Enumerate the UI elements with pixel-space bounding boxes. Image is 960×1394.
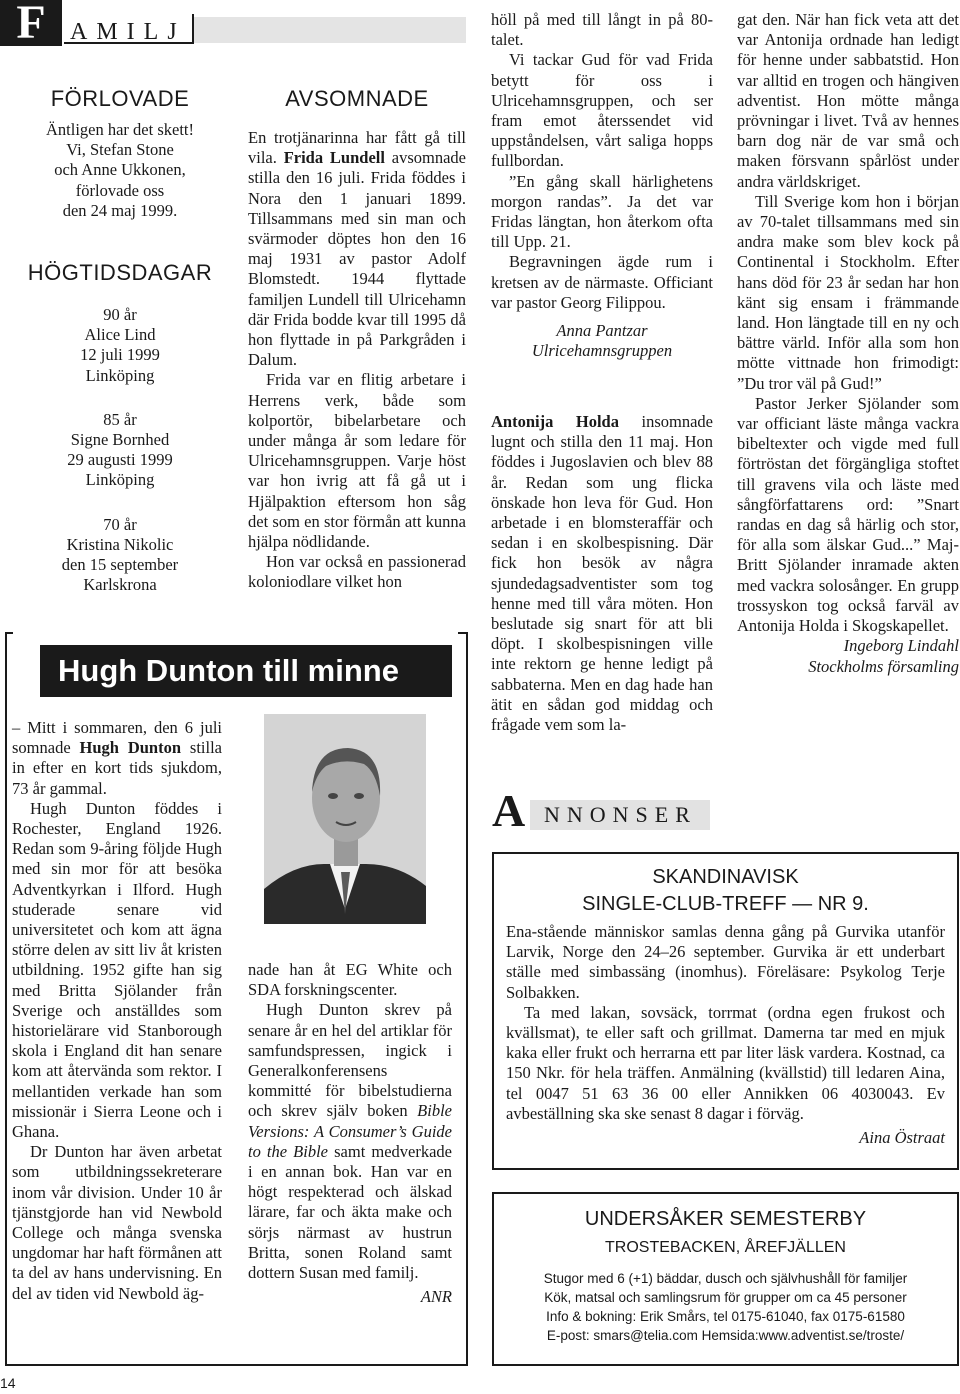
forlovade-section	[20, 86, 220, 221]
birthday-name: Kristina Nikolic	[66, 534, 174, 554]
ad-line: E-post: smars@telia.com Hemsida:www.adventist.se/troste/	[546, 1328, 905, 1343]
ad-subtitle: SINGLE-CLUB-TREFF — NR 9.	[582, 893, 869, 915]
hugh-column-left	[12, 718, 222, 1304]
birthday-age: 90 år	[103, 305, 137, 324]
portrait-photo	[264, 714, 426, 924]
antonija-paragraph: Antonija Holda insomnade lugnt och stilla den 11 maj. Hon föddes i Jugoslavien och blev 88 år. Redan som ung flicka önskade hon leva för Gud. Hon arbetade i en blomsteraffär och sedan i en skolbespisning. Där fick hon besök av några sjundedagsadventister som tog henne med till våra möten. Hon beslutade sig snart för att bli döpt. I skolbespisningen ville inte rektorn ge henne ledigt på sabbaterna. Men en dag hade han ätit en sådan god middag och frågade vem som la-	[491, 412, 713, 735]
birthday-place: Linköping	[85, 470, 155, 490]
annonser-initial: A	[492, 785, 526, 836]
signature: ANR	[420, 1287, 452, 1307]
forlovade-line: Äntligen har det skett!	[45, 120, 194, 139]
deceased-name: Frida Lundell	[283, 148, 385, 168]
hugh-paragraph: Dr Dunton har även arbetat som utbildningssekreterare inom vår division. Under 10 år tjänstgjorde han vid Newbold College och många svenska ungdomar har haft förmånen att ta del av hans undervisning. En del av tiden vid Newbold äg-	[12, 1142, 222, 1303]
hugh-paragraph: Hugh Dunton föddes i Rochester, England 1926. Redan som 9-åring följde Hugh med sin mor för att besöka Adventkyrkan i Ilford. Hugh studerade senare vid universitetet och kom att ägna större delen av sitt liv åt kristen utbildning. 1952 gifte han sig med Britta Sjölander från Sverige och anställdes som historielärare vid Stanborough skola i England dit han senare kom att återvända som rektor. I mellantiden verkade han som missionär i Sierra Leone och i Ghana.	[12, 798, 222, 1142]
antonija-continued	[737, 10, 959, 677]
antonija-paragraph: Till Sverige kom hon i början av 70-talet tillsammans med sin andra make som blev kock på Continental i Stockholm. Efter hans död för 23 år sedan har hon känt sig ensam i främmande land. Hon längtade till en ny och bättre värld. Inför alla som hon mötte vittnade hon frimodigt: ”Du tror väl på Gud!”	[737, 191, 959, 393]
antonija-paragraph: gat den. När han fick veta att det var Antonija ordnade han ledigt för henne under sabbatstid. Hon var alltid en trogen och hängiven adventist. Hon mötte många prövningar i livet. Två av hennes barn dog när de var små och maken försvann spårlöst under andra världskriget.	[737, 10, 959, 191]
ad-line: Kök, matsal och samlingsrum för grupper om ca 45 personer	[544, 1290, 907, 1305]
masthead-initial: F	[0, 0, 62, 46]
ad-line: Stugor med 6 (+1) bäddar, dusch och självhushåll för familjer	[543, 1271, 908, 1286]
hugh-paragraph: nade han åt EG White och SDA forskningscenter.	[248, 960, 452, 1000]
antonija-article	[491, 412, 713, 735]
avsomnade-paragraph: Frida var en flitig arbetare i Herrens verk, både som kolportör, bibelarbetare och under många år som ledare för Ulricehamnsgruppen. Varje höst var hon ivrig att få gå ut i Hjälpaktion eftersom hon såg det som en stor förmån att kunna hjälpa nödlidande.	[248, 370, 466, 552]
birthday-date: 12 juli 1999	[80, 345, 160, 365]
avsomnade-paragraph: Hon var också en passionerad koloniodlare vilket hon	[248, 552, 466, 592]
hugh-column-right	[248, 960, 452, 1307]
box-border	[466, 632, 468, 1366]
ad-title: UNDERSÅKER SEMESTERBY	[584, 1208, 867, 1230]
forlovade-line: förlovade oss	[75, 180, 165, 200]
book-title: Bible Versions: A Consumer’s Guide to the Bible	[248, 1101, 452, 1161]
forlovade-heading: FÖRLOVADE	[50, 86, 190, 111]
birthday-date: den 15 september	[61, 555, 179, 575]
birthday-entry	[10, 305, 230, 386]
avsomnade-paragraph: Vi tackar Gud för vad Frida betytt för oss i Ulricehamnsgruppen, och ser fram emot återssendet vid uppståndelsen, vårt saliga hopps fullbordan.	[491, 50, 713, 171]
hogtidsdagar-heading: HÖGTIDSDAGAR	[27, 260, 213, 285]
forlovade-line: den 24 maj 1999.	[62, 200, 178, 220]
deceased-name: Hugh Dunton	[79, 738, 182, 758]
box-border	[5, 1364, 468, 1366]
birthday-place: Karlskrona	[83, 575, 157, 595]
hugh-title: Hugh Dunton till minne	[40, 645, 452, 697]
ad-title: SKANDINAVISK	[652, 866, 799, 888]
avsomnade-paragraph: En trotjänarinna har fått gå till vila. Frida Lundell avsomnade stilla den 16 juli. Frida föddes i Nora den 1 januari 1899. Tillsammans med sin man och svärmoder döptes hon den 16 maj 1931 av pastor Adolf Blomstedt. 1944 flyttade familjen Lundell till Ulricehamn där Frida bodde kvar till 1995 då hon flyttade in på Parkgråden i Dalum.	[248, 128, 466, 370]
forlovade-line: Vi, Stefan Stone	[66, 140, 174, 160]
ad-paragraph: Ena-stående människor samlas denna gång på Gurvika utanför Larvik, Norge den 24–26 september. Gurvika är ett underbart ställe med simbassäng (inomhus). Föreläsare: Psykolog Terje Solbakken.	[506, 922, 945, 1002]
ad-subtitle: TROSTEBACKEN, ÅREFJÄLLEN	[605, 1239, 846, 1256]
box-border	[5, 632, 13, 634]
birthday-entry	[10, 515, 230, 596]
page-number: 14	[0, 1375, 16, 1391]
hugh-paragraph: Hugh Dunton skrev på senare år en hel del artiklar för samfundspressen, ingick i Generalkonferensens kommitté för bibelstudierna och skrev själv boken Bible Versions: A Consumer’s Guide to the Bible samt medverkade i en annan bok. Han var en högt respekterad och älskad lärare, far och äkta make och sörjs närmast av hustrun Britta, sonen Roland samt dottern Susan med familj.	[248, 1000, 452, 1283]
masthead-title: AMILJ	[64, 14, 194, 44]
deceased-name: Antonija Holda	[491, 412, 619, 431]
avsomnade-paragraph: höll på med till långt in på 80-talet.	[491, 10, 713, 50]
birthday-age: 70 år	[103, 514, 137, 534]
birthday-age: 85 år	[103, 409, 137, 429]
ad-line: Info & bokning: Erik Smårs, tel 0175-61040, fax 0175-61580	[546, 1309, 905, 1324]
ad-semesterby	[492, 1192, 959, 1366]
signature-org: Ulricehamnsgruppen	[531, 341, 673, 361]
avsomnade-paragraph: ”En gång skall härlighetens morgon randas”. Ja det var Fridas längtan, hon återkom ofta till Upp. 21.	[491, 171, 713, 252]
birthday-date: 29 augusti 1999	[67, 450, 173, 470]
box-border	[458, 632, 468, 634]
annonser-header: NNONSER	[530, 800, 710, 830]
birthday-name: Alice Lind	[84, 325, 156, 345]
hogtidsdagar-section	[10, 260, 230, 595]
ad-single-club	[492, 852, 959, 1170]
signature-name: Anna Pantzar	[556, 321, 648, 341]
signature-org: Stockholms församling	[808, 656, 959, 676]
avsomnade-continued	[491, 10, 713, 361]
forlovade-line: och Anne Ukkonen,	[54, 160, 186, 180]
avsomnade-column	[248, 86, 466, 593]
box-border	[5, 632, 7, 1366]
masthead-rule	[194, 17, 466, 43]
ad-paragraph: Ta med lakan, sovsäck, torrmat (ordna egen frukost och kvällsmat), te eller saft och grillmat. Damerna tar med en mjuk kaka eller frukt och herrarna ett par liter läsk vardera. Kostnad, ca 150 Nkr. för hela träffen. Anmälning (kvällstid) till ledaren Aina, tel 0047 51 63 36 00 eller Annikken 06 4030043. Ev avbeställning ska ske senast 8 dagar i förväg.	[506, 1002, 945, 1123]
signature: Aina Östraat	[859, 1128, 945, 1148]
birthday-entry	[10, 410, 230, 491]
antonija-paragraph: Pastor Jerker Sjölander som var officiant läste många vackra bibeltexter och vigde med full förtröstan det förgängliga stoftet till gravens vila och läste med sångförfattarens ord: ”Snart randas en dag så härlig och stor, för alla som älskar Gud...” Maj-Britt Sjölander inramade akten med vackra solosånger. En grupp trossyskon tog också farväl av Antonija Holda i Skogskapellet.	[737, 393, 959, 636]
avsomnade-paragraph: Begravningen ägde rum i kretsen av de närmaste. Officiant var pastor Georg Filippou.	[491, 252, 713, 312]
portrait-illustration	[264, 714, 426, 924]
signature-name: Ingeborg Lindahl	[843, 636, 959, 656]
birthday-place: Linköping	[85, 365, 155, 385]
birthday-name: Signe Bornhed	[70, 430, 170, 450]
avsomnade-heading: AVSOMNADE	[285, 86, 429, 111]
hugh-paragraph: – Mitt i sommaren, den 6 juli somnade Hugh Dunton stilla in efter en kort tids sjukdom, 73 år gammal.	[12, 718, 222, 798]
